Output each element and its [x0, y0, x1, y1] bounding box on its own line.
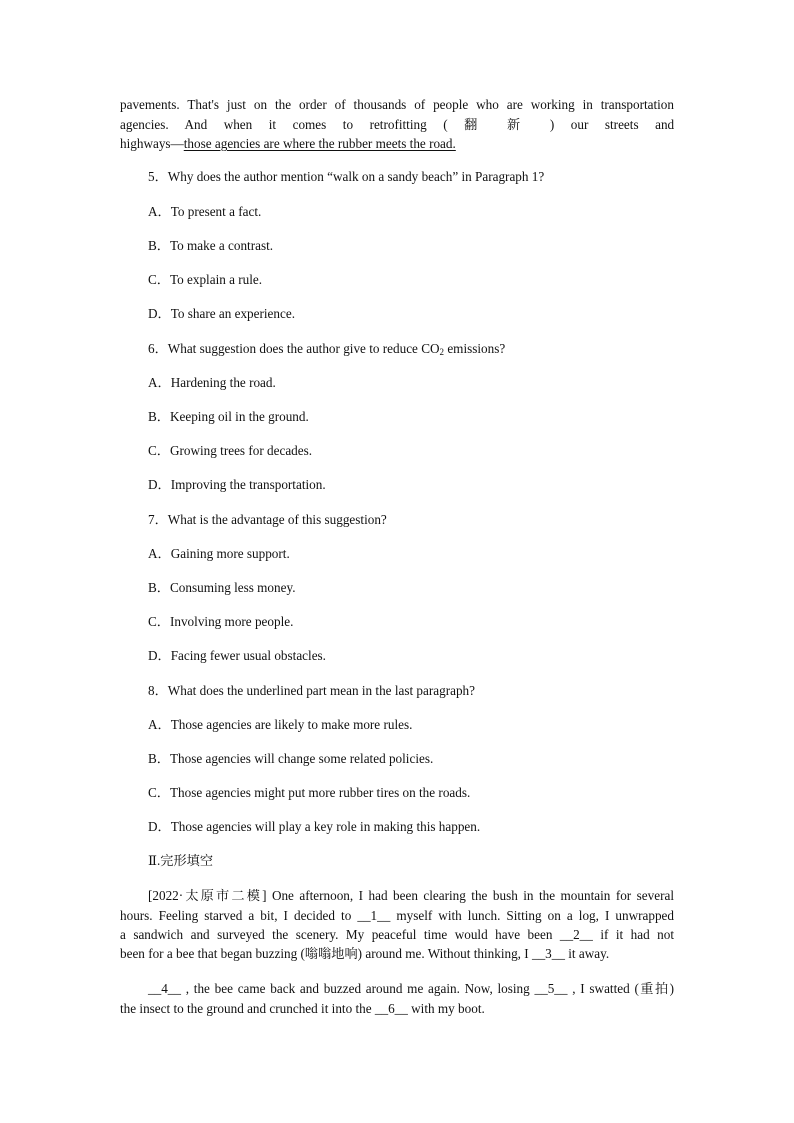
passage-text: highways— [120, 136, 184, 151]
q8-option-b: B．Those agencies will change some related policies. [148, 751, 434, 766]
word: retrofitting [369, 117, 427, 132]
question-8: 8．What does the underlined part mean in the last paragraph? [148, 683, 476, 698]
cloze-p2-line-1 [148, 979, 674, 999]
section-title: Ⅱ.完形填空 [148, 853, 214, 868]
blank-3[interactable]: __3__ [531, 946, 565, 961]
word: comes [292, 117, 327, 132]
q8-option-a: A．Those agencies are likely to make more rules. [148, 717, 413, 732]
word: ( [443, 117, 448, 132]
cloze-p1-line-2 [120, 906, 674, 926]
underlined-part: those agencies are where the rubber meets the road. [183, 136, 456, 151]
q6-option-d: D．Improving the transportation. [148, 477, 326, 492]
word: streets [604, 117, 639, 132]
q7-option-a: A．Gaining more support. [148, 546, 290, 561]
cloze-text: it away. [564, 946, 610, 961]
blank-5[interactable]: __5__ [534, 981, 568, 996]
subscript: 2 [439, 347, 445, 357]
cloze-text: a sandwich and surveyed the scenery. My peaceful time would have been [120, 927, 560, 942]
cloze-text: with my boot. [407, 1001, 485, 1016]
word: agencies. [120, 117, 169, 132]
blank-2[interactable]: __2__ [559, 927, 593, 942]
cloze-text: hours. Feeling starved a bit, I decided to [120, 908, 358, 923]
q5-option-b: B．To make a contrast. [148, 238, 274, 253]
q8-option-c: C．Those agencies might put more rubber tires on the roads. [148, 785, 471, 800]
cloze-p1-line-1: [2022·太原市二模] One afternoon, I had been clearing the bush in the mountain for several [148, 888, 674, 903]
word: 翻 [464, 117, 491, 132]
question-6 [148, 340, 505, 357]
blank-4[interactable]: __4__ [148, 981, 181, 996]
cloze-text: myself with lunch. Sitting on a log, I unwrapped [390, 908, 675, 923]
cloze-p1-line-3 [120, 925, 674, 945]
cloze-text: if it had not [592, 927, 674, 942]
q5-option-d: D．To share an experience. [148, 306, 295, 321]
q7-option-c: C．Involving more people. [148, 614, 294, 629]
word: our [570, 117, 589, 132]
passage-line-2 [120, 115, 674, 135]
q6-option-b: B．Keeping oil in the ground. [148, 409, 309, 424]
question-7: 7．What is the advantage of this suggestion? [148, 512, 387, 527]
q5-option-a: A．To present a fact. [148, 204, 262, 219]
question-text: 6．What suggestion does the author give to reduce CO [148, 341, 440, 356]
q6-option-a: A．Hardening the road. [148, 375, 276, 390]
passage-text: pavements. That's just on the order of thousands of people who are working in transportation [120, 97, 674, 112]
passage-line-1 [120, 95, 674, 115]
word: to [342, 117, 354, 132]
word: when [223, 117, 253, 132]
cloze-text: the insect to the ground and crunched it into the [120, 1001, 375, 1016]
question-text: emissions? [444, 341, 506, 356]
q7-option-d: D．Facing fewer usual obstacles. [148, 648, 326, 663]
passage-line-3 [120, 134, 674, 154]
cloze-p2-line-2 [120, 999, 674, 1019]
word: 新 [507, 117, 534, 132]
word: ) [549, 117, 555, 132]
word: it [268, 117, 277, 132]
q6-option-c: C．Growing trees for decades. [148, 443, 313, 458]
q8-option-d: D．Those agencies will play a key role in making this happen. [148, 819, 481, 834]
q7-option-b: B．Consuming less money. [148, 580, 296, 595]
q5-option-c: C．To explain a rule. [148, 272, 263, 287]
blank-6[interactable]: __6__ [374, 1001, 408, 1016]
cloze-text: , I swatted (重拍) [567, 981, 674, 996]
cloze-text: , the bee came back and buzzed around me again. Now, losing [180, 981, 535, 996]
blank-1[interactable]: __1__ [357, 908, 391, 923]
word: and [655, 117, 675, 132]
word: And [184, 117, 208, 132]
cloze-text: been for a bee that began buzzing (嗡嗡地响) around me. Without thinking, I [120, 946, 532, 961]
question-5: 5．Why does the author mention “walk on a sandy beach” in Paragraph 1? [148, 169, 545, 184]
cloze-p1-line-4 [120, 944, 674, 964]
